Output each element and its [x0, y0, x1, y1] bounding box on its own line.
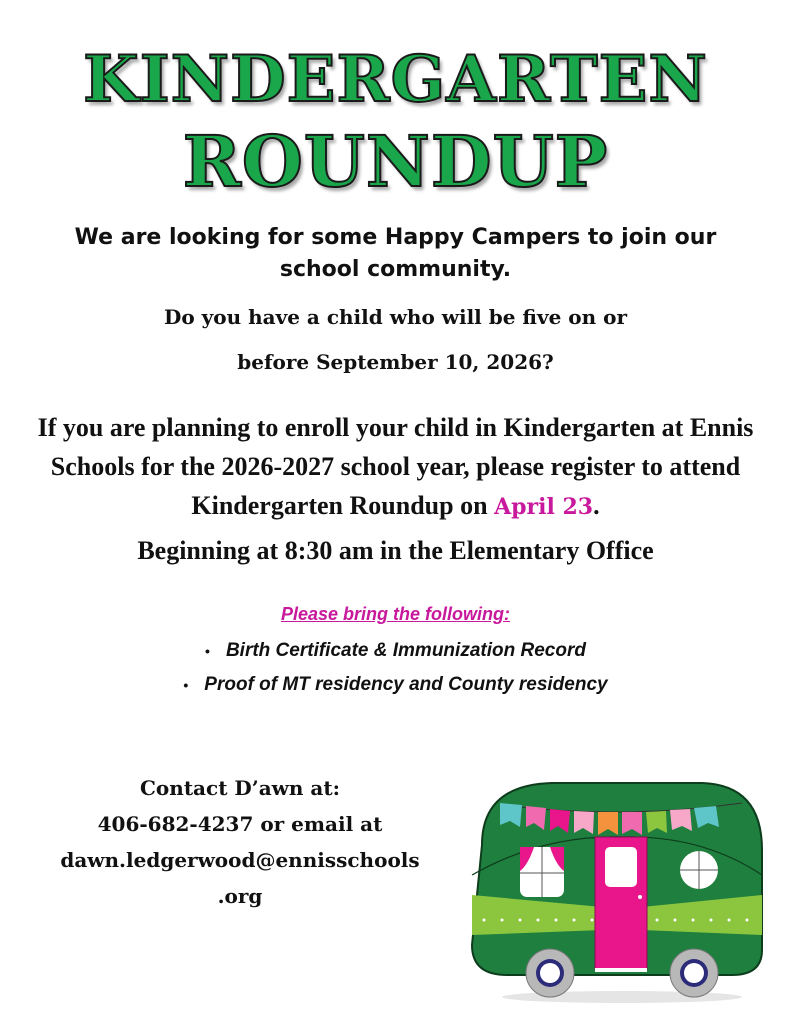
list-item-label: Proof of MT residency and County residency: [204, 674, 608, 695]
roundup-date: April 23: [494, 494, 594, 520]
intro-text: We are looking for some Happy Campers to join our school community.: [74, 225, 717, 282]
age-question-line1: Do you have a child who will be five on or: [164, 305, 627, 329]
bullet-icon: •: [183, 677, 189, 693]
contact-email: dawn.ledgerwood@ennisschools: [60, 848, 420, 872]
contact-block: [10, 770, 470, 914]
bring-heading: Please bring the following:: [280, 604, 511, 624]
bullet-icon: •: [205, 643, 210, 659]
title-roundup: ROUNDUP: [182, 120, 609, 203]
enroll-text: If you are planning to enroll your child in Kindergarten at Ennis Schools for the 2026-2027 school year, please register to attend Kindergarten Roundup on: [37, 413, 754, 520]
enroll-paragraph: [20, 408, 771, 527]
contact-email-domain: .org: [217, 884, 263, 908]
contact-heading: Contact D’awn at:: [140, 776, 340, 800]
contact-phone: 406-682-4237 or email at: [97, 812, 383, 836]
start-time-location: Beginning at 8:30 am in the Elementary Office: [137, 536, 654, 565]
enroll-end: .: [593, 491, 600, 520]
list-item: [0, 668, 791, 702]
bring-list: [0, 634, 791, 702]
list-item-label: Birth Certificate & Immunization Record: [225, 640, 586, 661]
camper-trailer-icon: [462, 775, 782, 1005]
age-question-line2: before September 10, 2026?: [237, 350, 554, 374]
title-kindergarten: KINDERGARTEN: [83, 42, 708, 117]
list-item: [0, 634, 791, 668]
